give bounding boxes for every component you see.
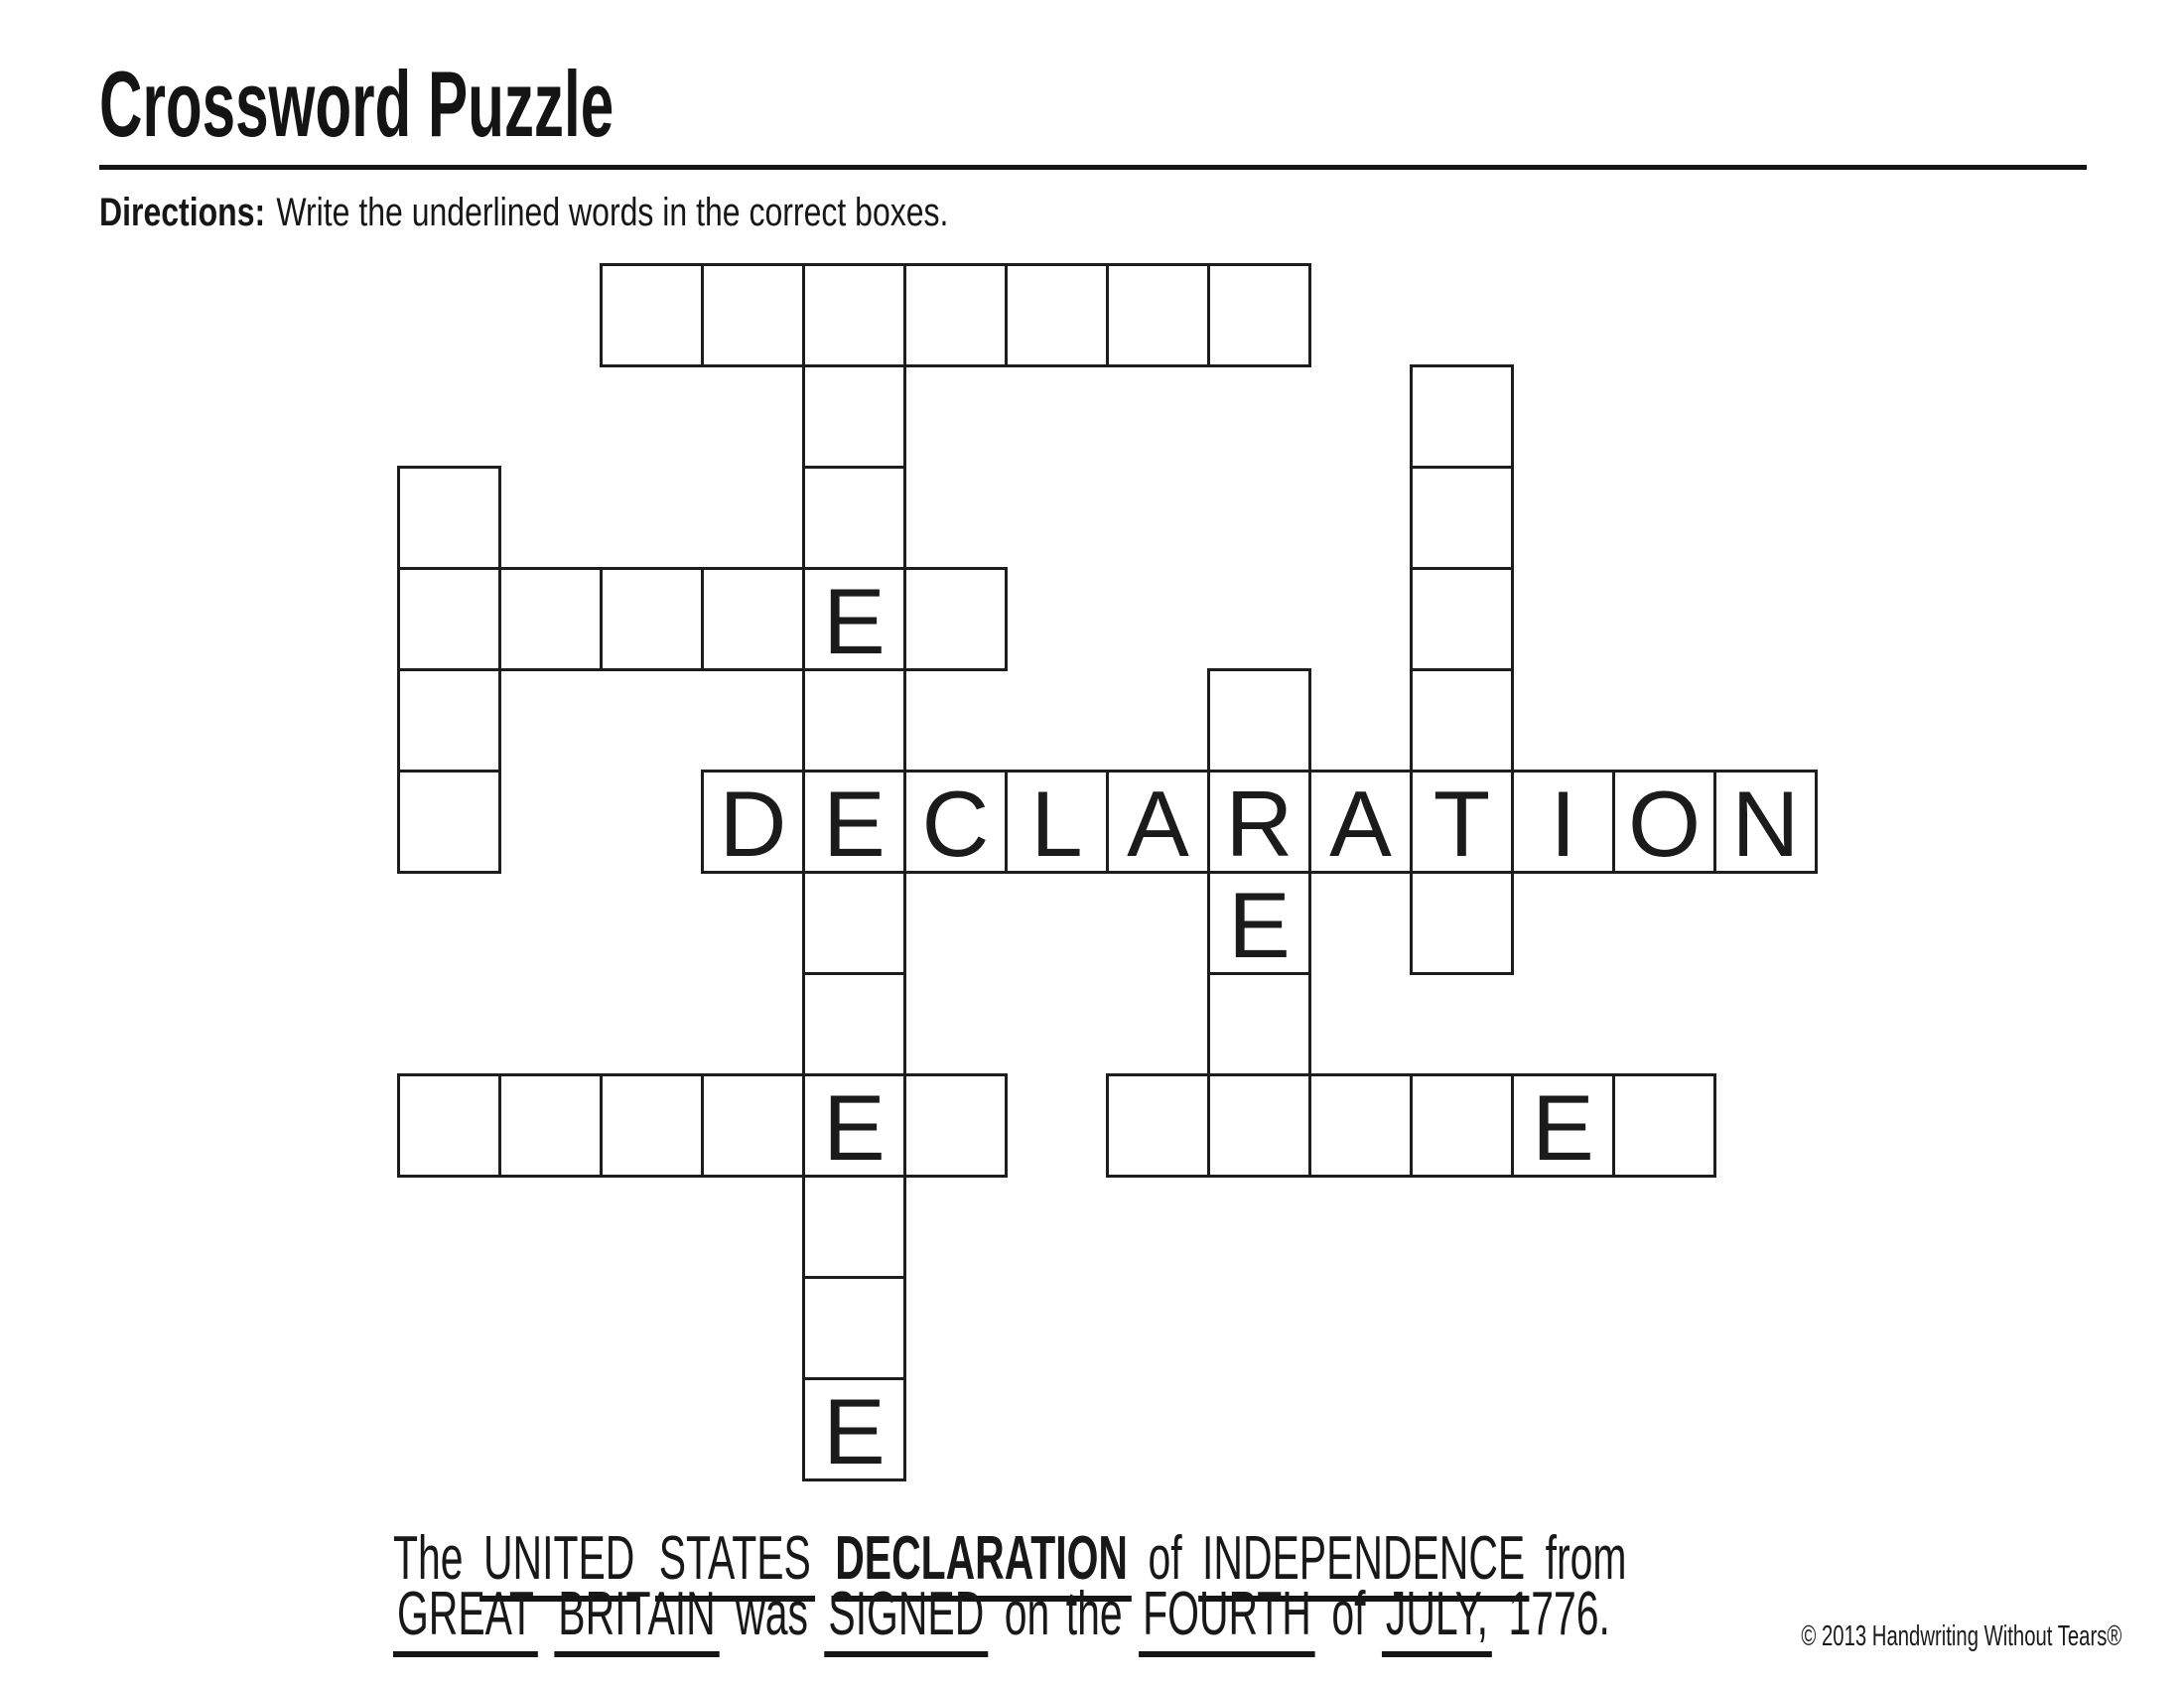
grid-cell-signed-2[interactable] <box>600 1073 704 1178</box>
grid-letter: R <box>1225 772 1294 876</box>
word: The <box>393 1524 464 1593</box>
grid-cell-signed-1[interactable] <box>498 1073 603 1178</box>
grid-cell-signed-0[interactable] <box>397 1073 501 1178</box>
grid-cell-fourth-5[interactable] <box>1410 871 1514 975</box>
grid-cell-great-0[interactable] <box>1207 668 1311 773</box>
grid-cell-signed-5[interactable] <box>903 1073 1008 1178</box>
grid-cell-britain-5[interactable] <box>1106 263 1210 367</box>
word: was <box>736 1580 808 1648</box>
grid-cell-britain-3[interactable] <box>903 263 1008 367</box>
grid-letter: O <box>1627 772 1702 876</box>
grid-cell-independence-10[interactable] <box>802 1276 906 1380</box>
underlined-word: SIGNED <box>824 1583 988 1657</box>
grid-cell-britain-6[interactable] <box>1207 263 1311 367</box>
grid-cell-independence-7[interactable] <box>802 972 906 1076</box>
word: of <box>1331 1580 1366 1648</box>
page-title: Crossword Puzzle <box>99 52 614 156</box>
grid-cell-great-3[interactable] <box>1207 972 1311 1076</box>
grid-letter: C <box>921 772 990 876</box>
grid-cell-fourth-1[interactable] <box>1410 466 1514 570</box>
grid-cell-united-2[interactable] <box>600 567 704 671</box>
directions-label: Directions: <box>99 191 266 234</box>
grid-letter: E <box>1228 873 1291 977</box>
grid-letter: T <box>1433 772 1491 876</box>
underlined-word: UNITED <box>479 1527 638 1602</box>
word: on <box>1004 1580 1050 1648</box>
grid-cell-independence-4[interactable] <box>802 668 906 773</box>
grid-letter: E <box>823 1075 886 1180</box>
grid-cell-states-2[interactable] <box>1308 1073 1413 1178</box>
grid-cell-july-3[interactable] <box>397 770 501 874</box>
grid-cell-states-1[interactable] <box>1207 1073 1311 1178</box>
grid-cell-united-0[interactable] <box>397 567 501 671</box>
grid-cell-united-3[interactable] <box>701 567 805 671</box>
grid-letter: N <box>1731 772 1800 876</box>
grid-cell-fourth-0[interactable] <box>1410 364 1514 469</box>
underlined-word: JULY, <box>1382 1583 1492 1657</box>
underlined-word: FOURTH <box>1139 1583 1315 1657</box>
grid-cell-independence-9[interactable] <box>802 1175 906 1279</box>
underlined-word: BRITAIN <box>554 1583 719 1657</box>
grid-cell-july-0[interactable] <box>397 466 501 570</box>
grid-cell-fourth-3[interactable] <box>1410 668 1514 773</box>
grid-letter: A <box>1127 772 1189 876</box>
directions-text: Write the underlined words in the correct boxes. <box>276 191 949 234</box>
word: 1776. <box>1508 1580 1610 1648</box>
grid-cell-states-3[interactable] <box>1410 1073 1514 1178</box>
grid-cell-july-2[interactable] <box>397 668 501 773</box>
grid-cell-britain-1[interactable] <box>701 263 805 367</box>
copyright: © 2013 Handwriting Without Tears® <box>1801 1620 2121 1652</box>
grid-letter: E <box>823 772 886 876</box>
grid-cell-independence-6[interactable] <box>802 871 906 975</box>
grid-cell-signed-3[interactable] <box>701 1073 805 1178</box>
grid-cell-britain-0[interactable] <box>600 263 704 367</box>
underlined-word: DECLARATION <box>831 1527 1132 1602</box>
underlined-word: STATES <box>655 1527 815 1602</box>
grid-cell-fourth-2[interactable] <box>1410 567 1514 671</box>
underlined-word: GREAT <box>393 1583 538 1657</box>
sentence-line-2 <box>393 1580 1626 1657</box>
grid-cell-britain-4[interactable] <box>1005 263 1109 367</box>
grid-cell-united-1[interactable] <box>498 567 603 671</box>
grid-letter: D <box>719 772 787 876</box>
grid-letter: A <box>1329 772 1392 876</box>
grid-cell-united-5[interactable] <box>903 567 1008 671</box>
word: of <box>1148 1524 1182 1593</box>
grid-cell-independence-1[interactable] <box>802 364 906 469</box>
grid-letter: E <box>1532 1075 1594 1180</box>
underlined-word: INDEPENDENCE <box>1198 1527 1529 1602</box>
grid-cell-states-5[interactable] <box>1612 1073 1716 1178</box>
grid-letter: L <box>1030 772 1083 876</box>
grid-cell-independence-0[interactable] <box>802 263 906 367</box>
word: from <box>1545 1524 1627 1593</box>
title-rule <box>99 165 2087 170</box>
grid-cell-independence-2[interactable] <box>802 466 906 570</box>
grid-letter: E <box>823 569 886 673</box>
grid-cell-states-0[interactable] <box>1106 1073 1210 1178</box>
grid-letter: E <box>823 1379 886 1483</box>
grid-letter: I <box>1550 772 1576 876</box>
word: the <box>1065 1580 1123 1648</box>
directions <box>99 189 948 236</box>
